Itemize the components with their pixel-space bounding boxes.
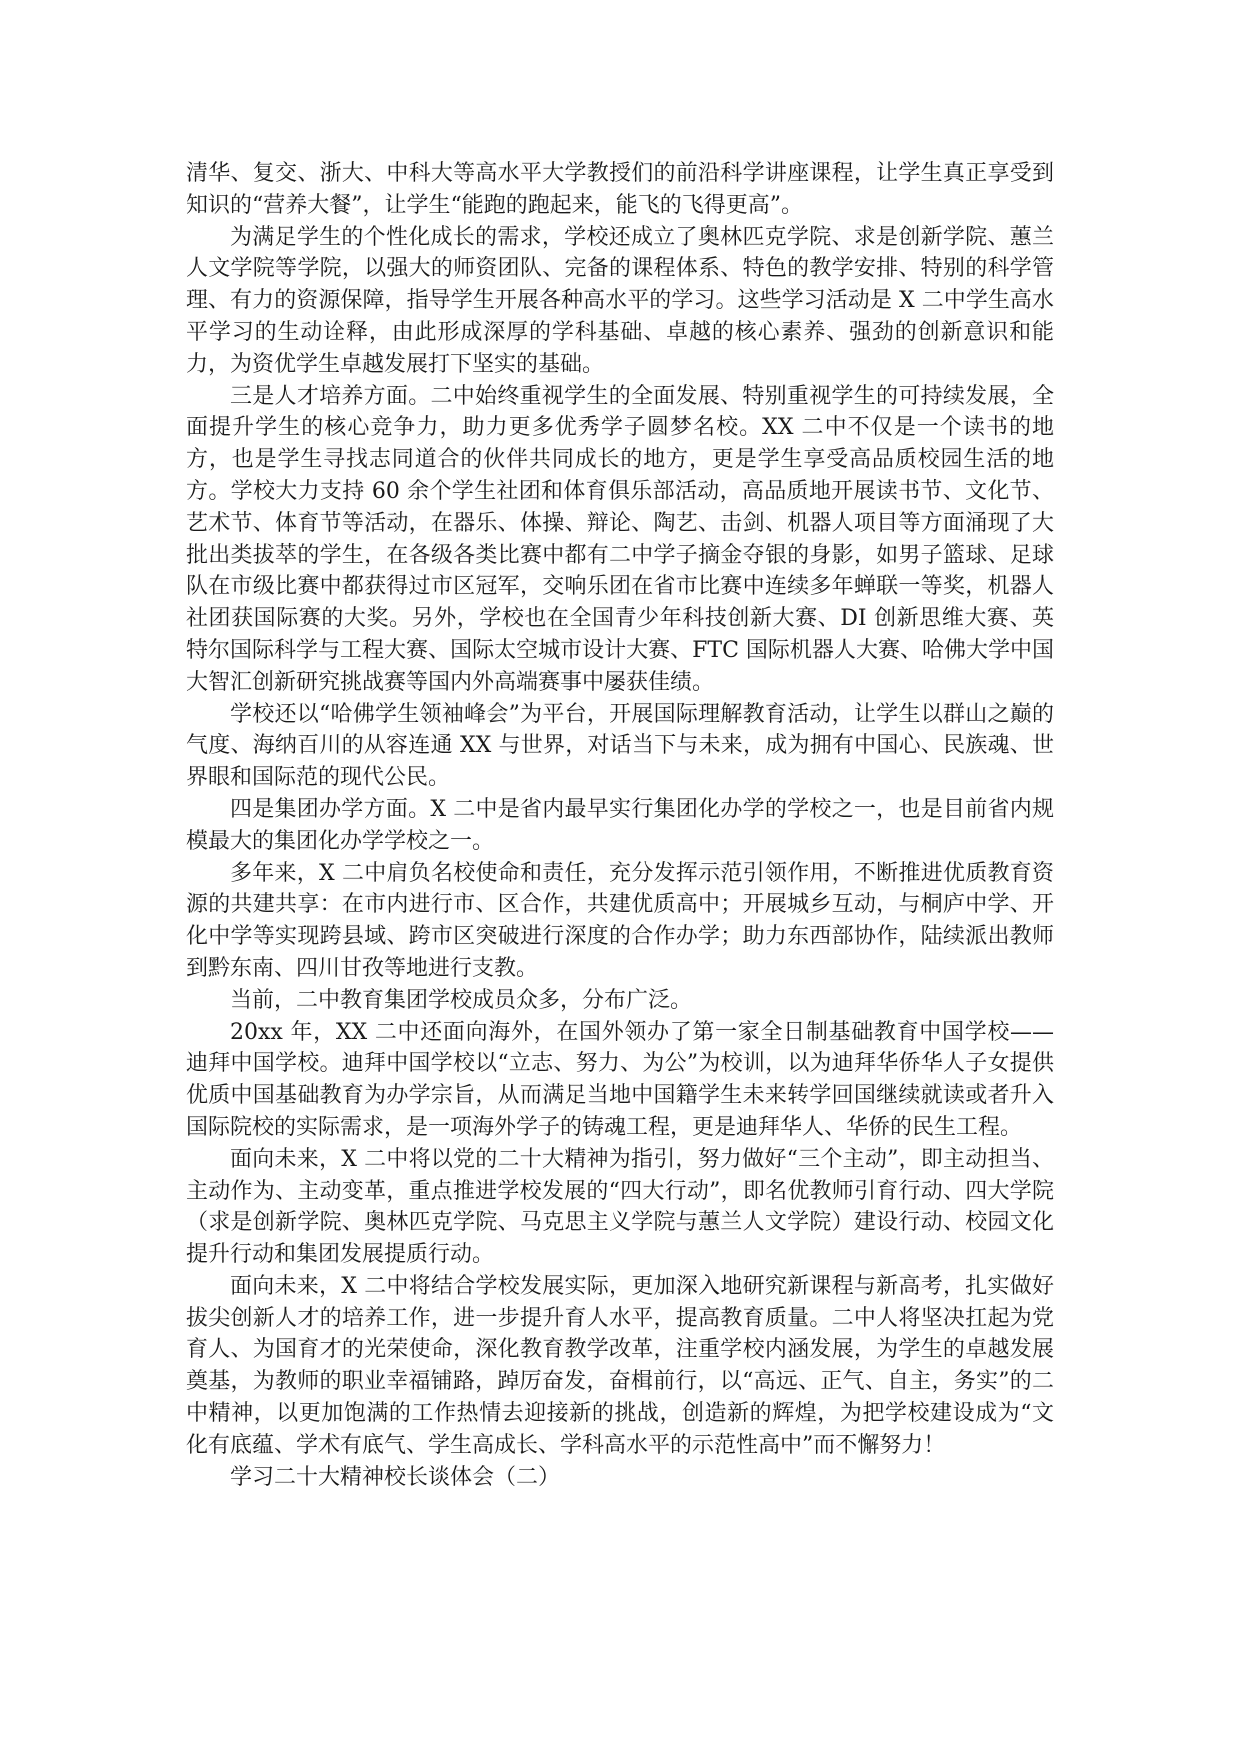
paragraph-4: 学校还以“哈佛学生领袖峰会”为平台，开展国际理解教育活动，让学生以群山之巅的气度、海纳百川的从容连通 XX 与世界，对话当下与未来，成为拥有中国心、民族魂、世界眼和国际范的现代公民。: [186, 701, 1054, 791]
paragraph-3: 三是人才培养方面。二中始终重视学生的全面发展、特别重视学生的可持续发展，全面提升学生的核心竞争力，助力更多优秀学子圆梦名校。XX 二中不仅是一个读书的地方，也是学生寻找志同道合的伙伴共同成长的地方，更是学生享受高品质校园生活的地方。学校大力支持 60 余个学生社团和体育俱乐部活动，高品质地开展读书节、文化节、艺术节、体育节等活动，在器乐、体操、辩论、陶艺、击剑、机器人项目等方面涌现了大批出类拔萃的学生，在各级各类比赛中都有二中学子摘金夺银的身影，如男子篮球、足球队在市级比赛中都获得过市区冠军，交响乐团在省市比赛中连续多年蝉联一等奖，机器人社团获国际赛的大奖。另外，学校也在全国青少年科技创新大赛、DI 创新思维大赛、英特尔国际科学与工程大赛、国际太空城市设计大赛、FTC 国际机器人大赛、哈佛大学中国大智汇创新研究挑战赛等国内外高端赛事中屡获佳绩。: [186, 383, 1054, 695]
paragraph-9: 面向未来，X 二中将以党的二十大精神为指引，努力做好“三个主动”，即主动担当、主动作为、主动变革，重点推进学校发展的“四大行动”，即名优教师引育行动、四大学院（求是创新学院、奥林匹克学院、马克思主义学院与蕙兰人文学院）建设行动、校园文化提升行动和集团发展提质行动。: [186, 1146, 1054, 1268]
paragraph-7: 当前，二中教育集团学校成员众多，分布广泛。: [230, 987, 693, 1013]
paragraph-8: 20xx 年，XX 二中还面向海外，在国外领办了第一家全日制基础教育中国学校——迪拜中国学校。迪拜中国学校以“立志、努力、为公”为校训，以为迪拜华侨华人子女提供优质中国基础教育为办学宗旨，从而满足当地中国籍学生未来转学回国继续就读或者升入国际院校的实际需求，是一项海外学子的铸魂工程，更是迪拜华人、华侨的民生工程。: [186, 1019, 1054, 1140]
paragraph-2: 为满足学生的个性化成长的需求，学校还成立了奥林匹克学院、求是创新学院、蕙兰人文学院等学院，以强大的师资团队、完备的课程体系、特色的教学安排、特别的科学管理、有力的资源保障，指导学生开展各种高水平的学习。这些学习活动是 X 二中学生高水平学习的生动诠释，由此形成深厚的学科基础、卓越的核心素养、强劲的创新意识和能力，为资优学生卓越发展打下坚实的基础。: [186, 224, 1054, 377]
paragraph-5: 四是集团办学方面。X 二中是省内最早实行集团化办学的学校之一，也是目前省内规模最大的集团化办学学校之一。: [186, 796, 1054, 854]
document-body: [186, 158, 1054, 1493]
paragraph-6: 多年来，X 二中肩负名校使命和责任，充分发挥示范引领作用，不断推进优质教育资源的共建共享：在市内进行市、区合作，共建优质高中；开展城乡互动，与桐庐中学、开化中学等实现跨县域、跨市区突破进行深度的合作办学；助力东西部协作，陆续派出教师到黔东南、四川甘孜等地进行支教。: [186, 860, 1054, 981]
paragraph-10: 面向未来，X 二中将结合学校发展实际，更加深入地研究新课程与新高考，扎实做好拔尖创新人才的培养工作，进一步提升育人水平，提高教育质量。二中人将坚决扛起为党育人、为国育才的光荣使命，深化教育教学改革，注重学校内涵发展，为学生的卓越发展奠基，为教师的职业幸福铺路，踔厉奋发，奋楫前行，以“高远、正气、自主，务实”的二中精神，以更加饱满的工作热情去迎接新的挑战，创造新的辉煌，为把学校建设成为“文化有底蕴、学术有底气、学生高成长、学科高水平的示范性高中”而不懈努力！: [186, 1273, 1054, 1458]
section-heading: 学习二十大精神校长谈体会（二）: [230, 1464, 561, 1490]
paragraph-1: 清华、复交、浙大、中科大等高水平大学教授们的前沿科学讲座课程，让学生真正享受到知识的“营养大餐”，让学生“能跑的跑起来，能飞的飞得更高”。: [186, 161, 1054, 218]
